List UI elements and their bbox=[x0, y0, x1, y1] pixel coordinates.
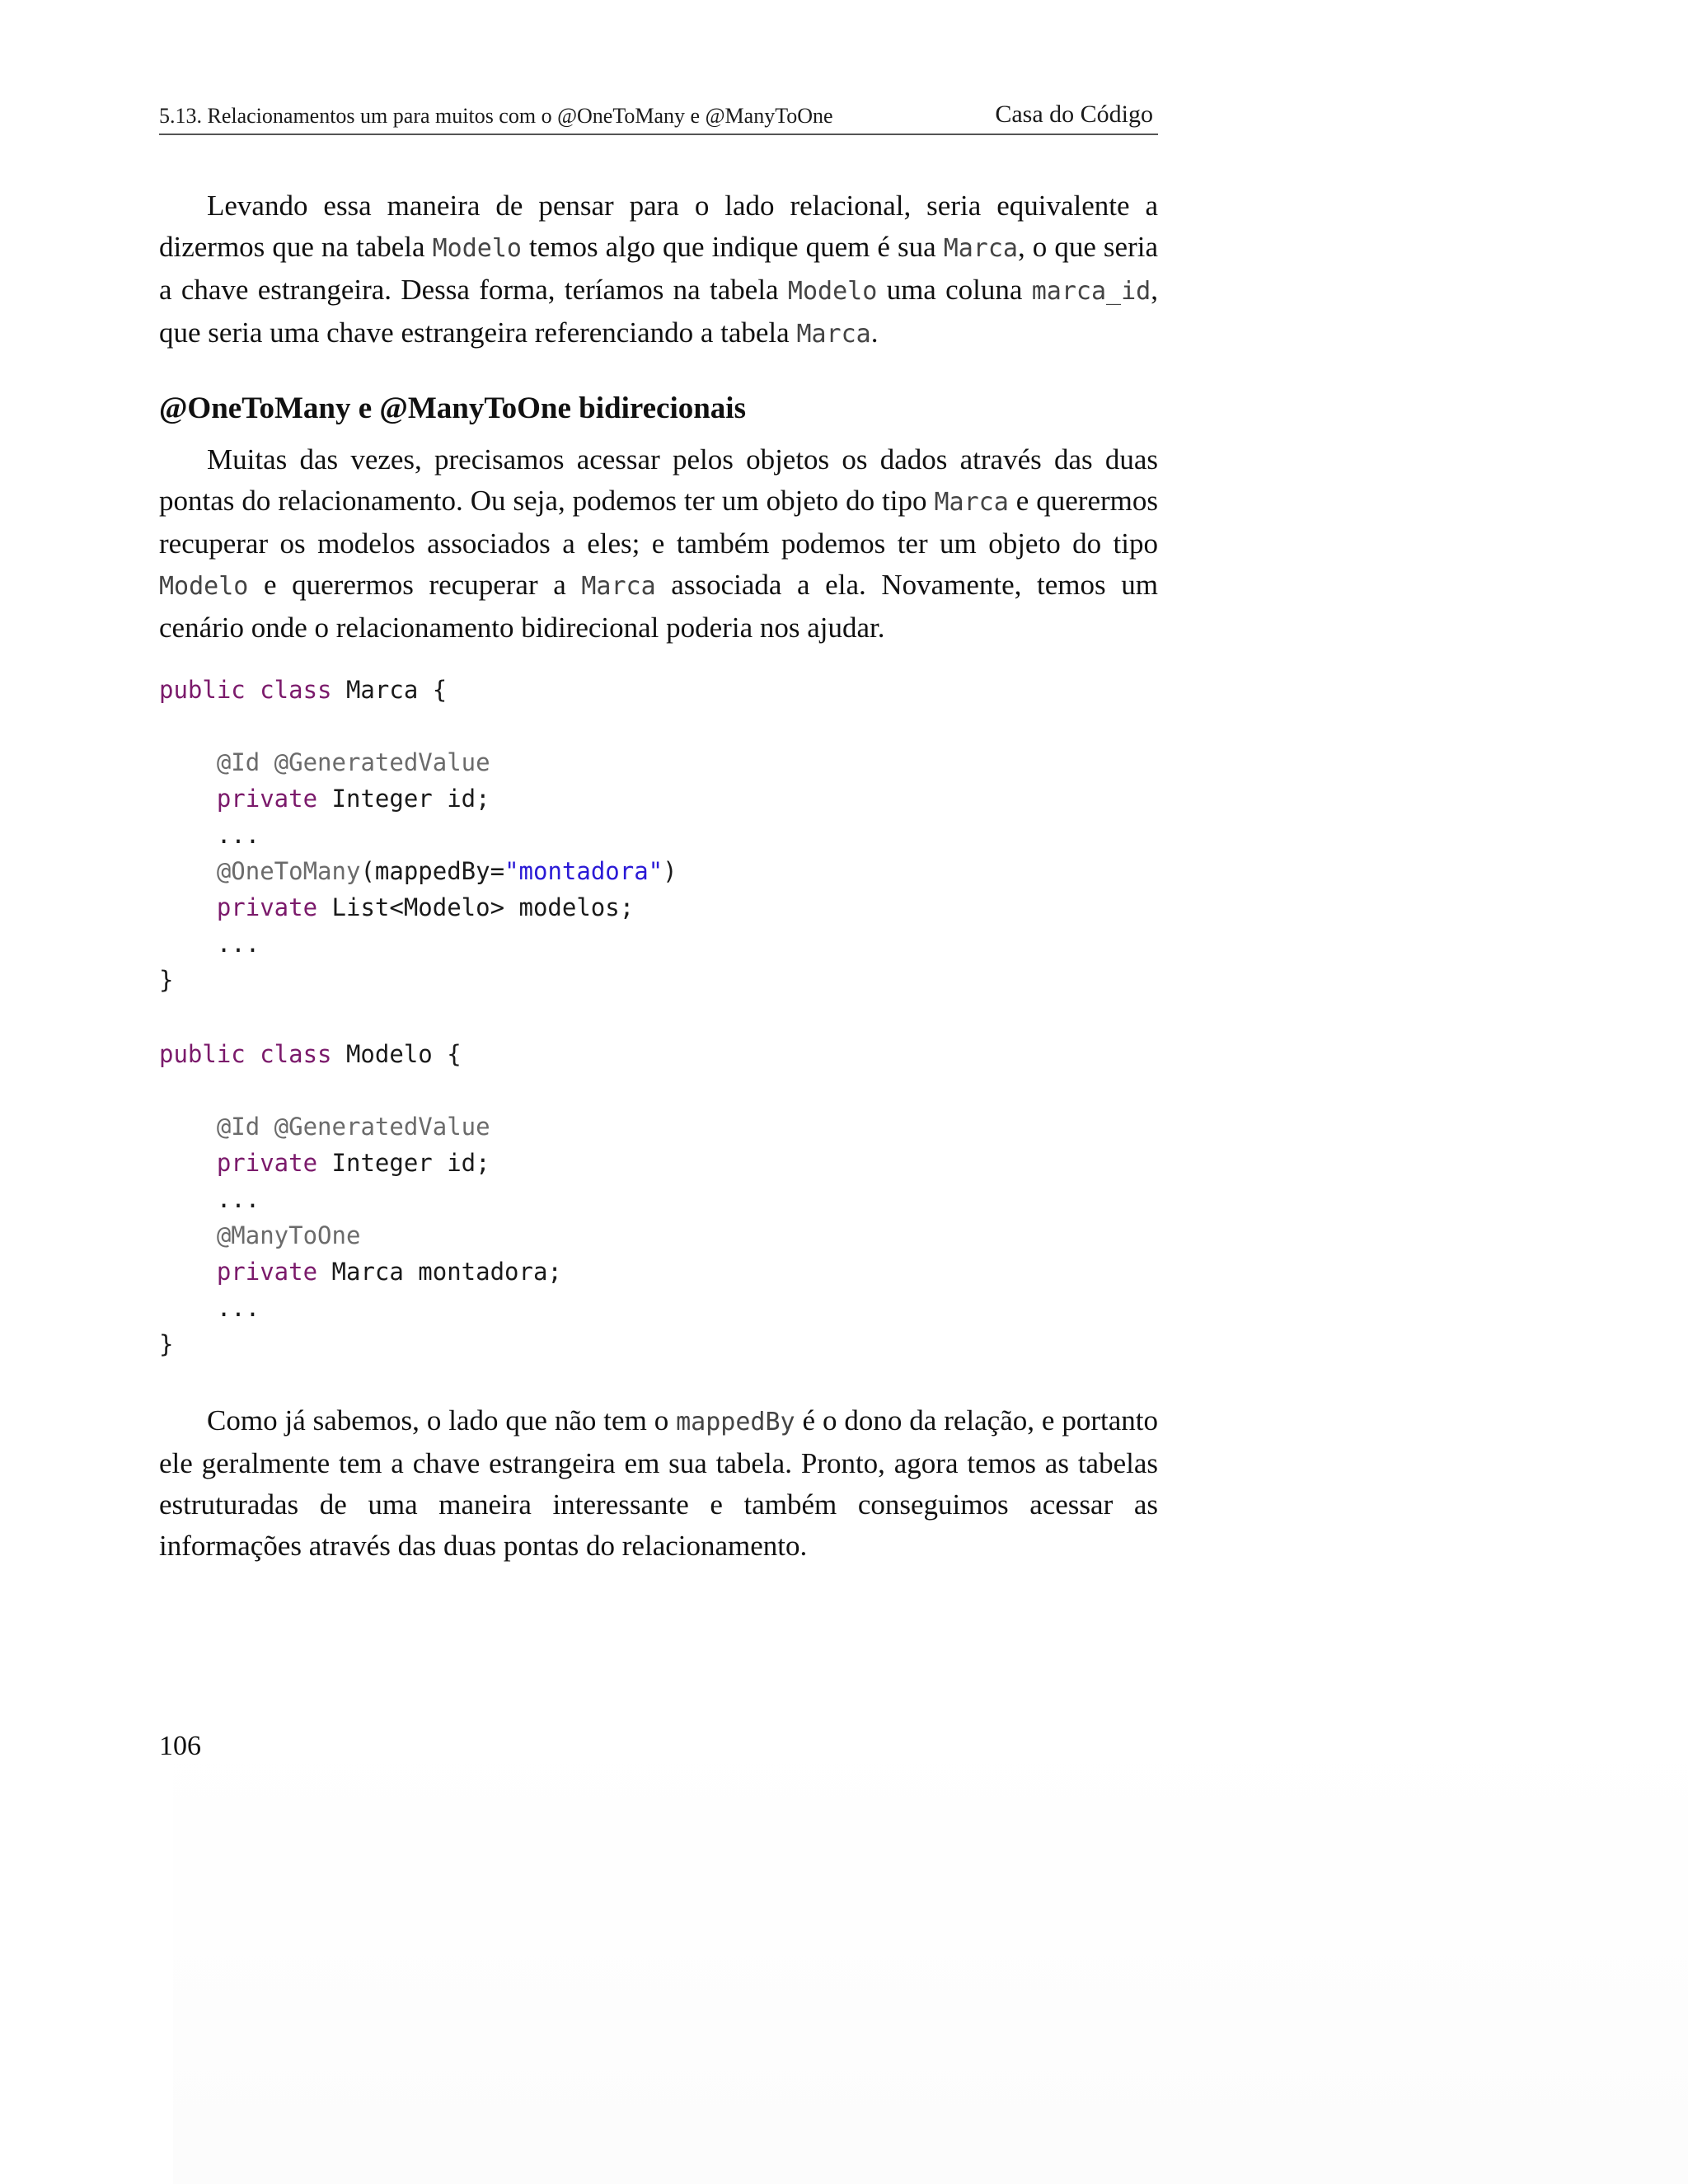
code-keyword: private bbox=[216, 893, 318, 921]
text-run: uma coluna bbox=[877, 274, 1032, 306]
text-run: temos algo que indique quem é sua bbox=[521, 231, 944, 263]
inline-code: Marca bbox=[581, 572, 656, 601]
code-text: (mappedBy= bbox=[360, 857, 505, 885]
code-keyword: private bbox=[216, 1149, 318, 1177]
paragraph-conclusion bbox=[159, 1400, 1158, 1567]
code-block-marca bbox=[159, 672, 1158, 998]
page-background-shade bbox=[173, 1722, 1688, 2184]
inline-code: marca_id bbox=[1031, 277, 1151, 306]
text-run: . bbox=[870, 316, 879, 349]
code-text: Modelo { bbox=[331, 1040, 462, 1068]
inline-code: mappedBy bbox=[676, 1408, 795, 1436]
text-run: , o que seria a chave estrangeira. Dessa forma, teríamos na tabela bbox=[159, 231, 1158, 306]
paragraph-bidirectional bbox=[159, 439, 1158, 649]
code-text: ) bbox=[663, 857, 678, 885]
page-content bbox=[159, 185, 1158, 1567]
text-run: Como já sabemos, o lado que não tem o bbox=[207, 1404, 677, 1436]
running-header bbox=[159, 101, 1158, 135]
code-ellipsis: ... bbox=[216, 1294, 260, 1322]
code-text: Integer id; bbox=[317, 785, 490, 813]
section-heading: @OneToMany e @ManyToOne bidirecionais bbox=[159, 391, 746, 425]
header-book-title: Casa do Código bbox=[995, 101, 1153, 128]
text-run: Muitas das vezes, precisamos acessar pelos objetos os dados através das duas pontas do relacionamento. Ou seja, podemos ter um objeto do tipo bbox=[159, 443, 1158, 517]
inline-code: Marca bbox=[943, 234, 1018, 263]
text-run: e querermos recuperar a bbox=[248, 569, 582, 601]
text-run: associada a ela. Novamente, temos um cenário onde o relacionamento bidirecional poderia nos ajudar. bbox=[159, 569, 1158, 644]
code-text: Integer id; bbox=[317, 1149, 490, 1177]
code-ellipsis: ... bbox=[216, 930, 260, 958]
code-keyword: public class bbox=[159, 676, 332, 704]
code-text: Marca { bbox=[331, 676, 448, 704]
header-section-title: 5.13. Relacionamentos um para muitos com o @OneToMany e @ManyToOne bbox=[159, 104, 833, 128]
text-run: e querermos recuperar os modelos associados a eles; e também podemos ter um objeto do tipo bbox=[159, 485, 1158, 560]
code-text: } bbox=[159, 966, 174, 994]
code-annotation: @Id @GeneratedValue bbox=[216, 1113, 490, 1141]
code-text: Marca montadora; bbox=[317, 1258, 562, 1286]
code-annotation: @OneToMany bbox=[216, 857, 361, 885]
paragraph-relational-side bbox=[159, 185, 1158, 355]
text-run: é o dono da relação, e portanto ele geralmente tem a chave estrangeira em sua tabela. Pronto, agora temos as tabelas estruturadas de uma maneira interessante e também conseguimos acessar as informações através das duas pontas do relacionamento. bbox=[159, 1404, 1158, 1562]
code-ellipsis: ... bbox=[216, 821, 260, 849]
code-text: } bbox=[159, 1330, 174, 1358]
code-keyword: private bbox=[216, 785, 318, 813]
code-block-modelo bbox=[159, 1036, 1158, 1362]
inline-code: Modelo bbox=[159, 572, 249, 601]
text-run: , que seria uma chave estrangeira referenciando a tabela bbox=[159, 274, 1158, 349]
inline-code: Marca bbox=[796, 320, 871, 349]
inline-code: Marca bbox=[934, 488, 1009, 517]
inline-code: Modelo bbox=[787, 277, 878, 306]
code-keyword: private bbox=[216, 1258, 318, 1286]
text-run: Levando essa maneira de pensar para o lado relacional, seria equivalente a dizermos que na tabela bbox=[159, 190, 1158, 263]
code-string: "montadora" bbox=[504, 857, 663, 885]
code-annotation: @ManyToOne bbox=[216, 1221, 361, 1249]
code-keyword: public class bbox=[159, 1040, 332, 1068]
code-text: List<Modelo> modelos; bbox=[317, 893, 635, 921]
inline-code: Modelo bbox=[432, 234, 522, 263]
page-number: 106 bbox=[159, 1731, 201, 1761]
code-ellipsis: ... bbox=[216, 1185, 260, 1213]
code-annotation: @Id @GeneratedValue bbox=[216, 748, 490, 776]
